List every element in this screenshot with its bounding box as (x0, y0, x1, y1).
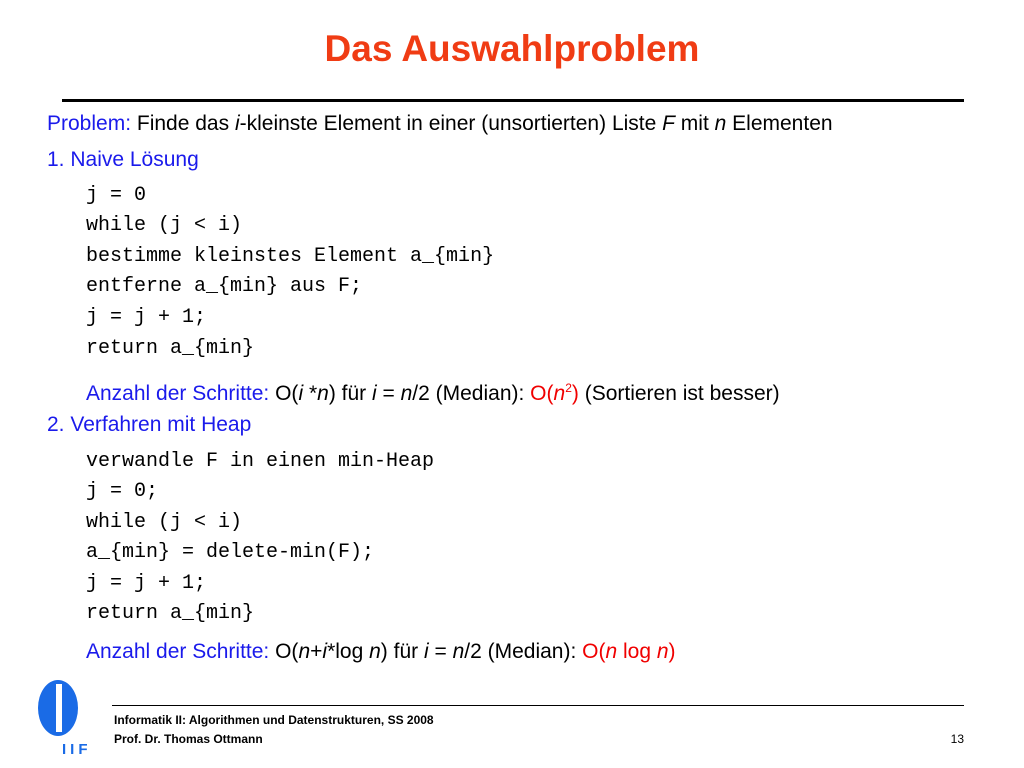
result-var: n (656, 640, 669, 663)
logo-text: IIF (62, 741, 92, 758)
steps-text: + (310, 640, 323, 663)
section1-heading: 1. Naive Lösung (47, 148, 199, 171)
code-line: j = j + 1; (86, 572, 207, 595)
problem-statement (47, 111, 833, 137)
result-text: log (617, 640, 657, 663)
steps-var: i (298, 382, 304, 405)
logo-stripe (56, 684, 62, 732)
steps-text: ) für (380, 640, 424, 663)
code-line: j = 0; (86, 480, 159, 503)
steps-var: i (371, 382, 377, 405)
steps-var: i (322, 640, 328, 663)
steps-var: n (298, 640, 311, 663)
footer-divider (112, 705, 964, 706)
result-var: n (605, 640, 618, 663)
steps-label: Anzahl der Schritte: (86, 382, 270, 405)
footer-author: Prof. Dr. Thomas Ottmann (114, 732, 263, 746)
steps-var: n (317, 382, 329, 405)
result-var: n (553, 382, 566, 405)
iif-logo (22, 678, 102, 758)
title-divider (62, 99, 964, 102)
section1-steps (86, 375, 780, 407)
steps-text: O( (269, 640, 299, 663)
steps-var: n (400, 382, 413, 405)
page-number: 13 (950, 732, 964, 746)
steps-var: n (452, 640, 465, 663)
result-text: O( (530, 382, 554, 405)
code-line: while (j < i) (86, 511, 243, 534)
code-line: entferne a_{min} aus F; (86, 275, 363, 298)
result-exponent: 2 (565, 381, 572, 395)
section2-heading: 2. Verfahren mit Heap (47, 413, 252, 436)
steps-var: n (369, 640, 381, 663)
steps-label: Anzahl der Schritte: (86, 640, 270, 663)
steps-var: i (423, 640, 429, 663)
slide-title: Das Auswahlproblem (324, 28, 700, 69)
steps-text: *log (327, 640, 370, 663)
code-line: verwandle F in einen min-Heap (86, 450, 435, 473)
code-line: bestimme kleinstes Element a_{min} (86, 245, 495, 268)
problem-var-f: F (662, 112, 675, 135)
problem-label: Problem: (47, 112, 132, 135)
result-text: O( (582, 640, 606, 663)
problem-text-3: mit (674, 112, 715, 135)
code-line: j = 0 (86, 184, 147, 207)
footer-course: Informatik II: Algorithmen und Datenstrukturen, SS 2008 (114, 713, 434, 727)
section2-steps (86, 639, 676, 665)
code-line: return a_{min} (86, 337, 255, 360)
code-line: while (j < i) (86, 214, 243, 237)
steps-text: /2 (Median): (412, 382, 531, 405)
steps-note: (Sortieren ist besser) (578, 382, 780, 405)
complexity-result (530, 382, 579, 405)
complexity-result (582, 640, 675, 663)
result-text: ) (668, 640, 676, 663)
result-text: ) (571, 382, 579, 405)
problem-var-i: i (234, 112, 240, 135)
steps-text: = (376, 382, 401, 405)
steps-text: = (428, 640, 453, 663)
steps-text: * (303, 382, 318, 405)
problem-text-4: Elementen (726, 112, 833, 135)
steps-text: O( (269, 382, 299, 405)
steps-text: ) für (328, 382, 372, 405)
steps-text: /2 (Median): (464, 640, 583, 663)
code-line: j = j + 1; (86, 306, 207, 329)
code-line: a_{min} = delete-min(F); (86, 541, 375, 564)
code-line: return a_{min} (86, 602, 255, 625)
problem-text-2: -kleinste Element in einer (unsortierten) Liste (239, 112, 663, 135)
problem-var-n: n (714, 112, 727, 135)
problem-text-1: Finde das (131, 112, 235, 135)
